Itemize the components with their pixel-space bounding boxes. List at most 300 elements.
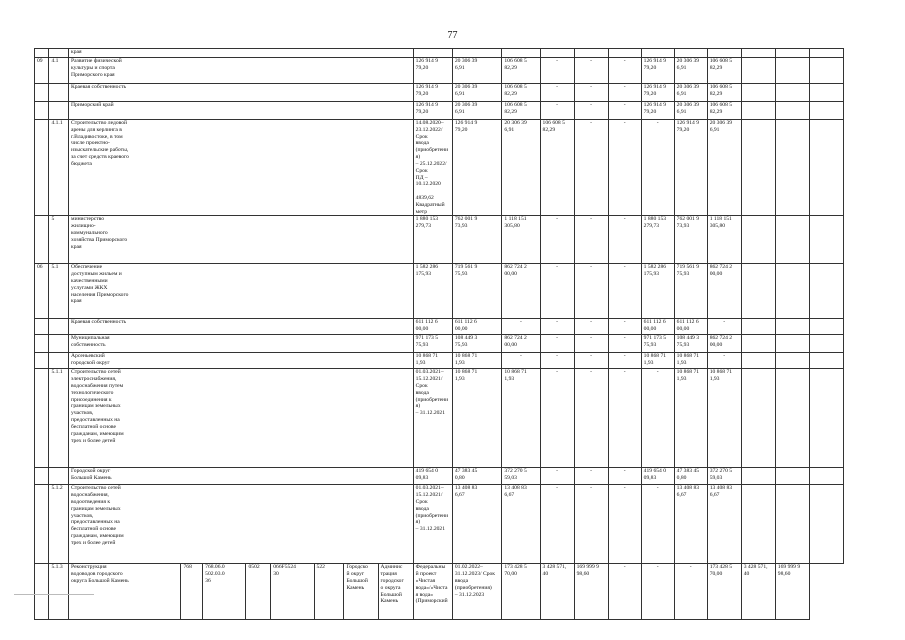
- page-number: 77: [447, 30, 458, 41]
- table-cell: [674, 468, 707, 485]
- table-row: [35, 319, 844, 335]
- table-cell: [540, 335, 574, 353]
- table-cell: [707, 120, 741, 216]
- table-cell: [49, 564, 69, 620]
- cell-text: -: [590, 216, 593, 223]
- table-cell: [574, 369, 608, 468]
- table-cell: [608, 319, 641, 335]
- cell-text: -: [590, 353, 593, 360]
- cell-text: -: [689, 564, 692, 571]
- cell-text: -: [623, 485, 626, 492]
- cell-text: 10 868 71 1,93: [676, 353, 700, 367]
- table-cell: [707, 369, 741, 468]
- table-cell: [707, 319, 741, 335]
- cell-text: -: [623, 84, 626, 90]
- table-row: [35, 102, 844, 120]
- table-row: [35, 468, 844, 485]
- table-cell: [246, 564, 271, 620]
- table-cell: [181, 564, 203, 620]
- cell-text: 862 724 2 00,00: [504, 264, 527, 278]
- cell-text: 3 428 571, 40: [743, 564, 768, 578]
- table-cell: [540, 319, 574, 335]
- cell-text: 10 868 71 1,93: [676, 369, 700, 383]
- cell-text: 419 654 0 09,83: [643, 468, 667, 482]
- table-cell: [741, 319, 775, 335]
- table-cell: [574, 353, 608, 369]
- cell-text: Развитие физической культуры и спорта Приморского края: [71, 58, 122, 78]
- cell-text: края: [71, 49, 82, 55]
- table-cell: [69, 468, 414, 485]
- table-cell: [502, 49, 540, 58]
- cell-text: 762 001 9 73,93: [676, 216, 700, 230]
- table-cell: [674, 264, 707, 319]
- table-cell: [608, 120, 641, 216]
- cell-text: 108 449 3 75,93: [676, 335, 700, 349]
- cell-text: 01.03.2021– 15.12.2021/ Срок ввода (приобретения) – 31.12.2021: [415, 485, 449, 533]
- table-cell: [574, 485, 608, 564]
- cell-text: 611 112 6 00,00: [643, 319, 666, 333]
- cell-text: 20 306 39 6,91: [676, 58, 700, 71]
- cell-text: 173 428 5 70,00: [504, 564, 527, 578]
- cell-text: 01.03.2021– 15.12.2021/ Срок ввода (приобретения) – 31.12.2021: [415, 369, 449, 417]
- table-cell: [49, 335, 69, 353]
- table-cell: [775, 335, 809, 353]
- table-cell: [707, 485, 741, 564]
- table-cell: [35, 58, 49, 84]
- cell-text: 126 914 9 79,20: [643, 84, 667, 97]
- cell-text: 13 408 83 6,67: [504, 485, 527, 499]
- table-cell: [35, 319, 49, 335]
- table-cell: [49, 102, 69, 120]
- table-cell: [574, 216, 608, 264]
- table-cell: [775, 58, 809, 84]
- table-cell: [540, 468, 574, 485]
- table-cell: [809, 468, 843, 485]
- table-cell: [674, 102, 707, 120]
- table-cell: [502, 369, 540, 468]
- table-cell: [452, 49, 502, 58]
- table-cell: [49, 353, 69, 369]
- table-cell: [413, 353, 452, 369]
- table-cell: [608, 485, 641, 564]
- table-cell: [674, 564, 707, 620]
- cell-text: 126 914 9 79,20: [415, 58, 439, 71]
- cell-text: -: [623, 264, 626, 271]
- table-cell: [741, 369, 775, 468]
- table-cell: [502, 353, 540, 369]
- cell-text: -: [590, 102, 593, 108]
- table-cell: [809, 353, 843, 369]
- table-row: [35, 120, 844, 216]
- cell-text: 419 654 0 09,83: [415, 468, 439, 482]
- cell-text: -: [723, 319, 726, 326]
- cell-text: 01.02.2022– 31.12.2023/ Срок ввода (приобретения) – 31.12.2023: [454, 564, 496, 598]
- table-cell: [452, 84, 502, 102]
- table-cell: [608, 49, 641, 58]
- cell-text: Федеральны й проект «Чистая вода»/«Чиста я вода» (Приморский: [415, 564, 448, 605]
- cell-text: 862 724 2 00,00: [709, 264, 733, 278]
- table-cell: [741, 216, 775, 264]
- cell-text: 20 306 39 6,91: [454, 102, 478, 115]
- table-row: [35, 353, 844, 369]
- cell-text: 10 868 71 1,93: [709, 369, 733, 383]
- table-cell: [574, 49, 608, 58]
- cell-text: 971 173 5 75,93: [643, 335, 667, 349]
- table-cell: [413, 468, 452, 485]
- table-cell: [809, 49, 843, 58]
- cell-text: 20 306 39 6,91: [504, 120, 527, 133]
- table-cell: [69, 264, 414, 319]
- cell-text: 108 449 3 75,93: [454, 335, 478, 349]
- table-cell: [413, 102, 452, 120]
- table-cell: [49, 84, 69, 102]
- table-cell: [608, 564, 641, 620]
- cell-text: 4.1.1: [51, 120, 63, 126]
- table-cell: [452, 319, 502, 335]
- table-row: [35, 335, 844, 353]
- table-cell: [502, 84, 540, 102]
- footer-rule: [14, 594, 94, 595]
- cell-text: 106 608 5 82,29: [709, 84, 733, 97]
- table-cell: [574, 120, 608, 216]
- table-cell: [707, 353, 741, 369]
- table-cell: [707, 564, 741, 620]
- table-cell: [674, 216, 707, 264]
- table-cell: [574, 319, 608, 335]
- cell-text: 5.1.2: [51, 485, 63, 492]
- table-cell: [502, 102, 540, 120]
- cell-text: 1 118 151 305,80: [504, 216, 527, 230]
- table-cell: [502, 120, 540, 216]
- table-cell: [641, 319, 674, 335]
- table-cell: [674, 485, 707, 564]
- table-cell: [608, 468, 641, 485]
- cell-text: -: [520, 319, 522, 326]
- cell-text: 611 112 6 00,00: [454, 319, 477, 333]
- table-cell: [674, 58, 707, 84]
- cell-text: 106 608 5 82,29: [542, 120, 565, 133]
- table-cell: [540, 564, 574, 620]
- cell-text: -: [590, 264, 593, 271]
- cell-text: Строительство сетей водоснабжения, водоотведения к границам земельных участков, предоставленных на бесплатной основе гражданам, имеющим трех и более детей: [71, 485, 124, 546]
- table-cell: [809, 58, 843, 84]
- table-cell: [641, 485, 674, 564]
- cell-text: 10 868 71 1,93: [415, 353, 439, 367]
- table-cell: [413, 216, 452, 264]
- table-cell: [608, 335, 641, 353]
- table-cell: [452, 468, 502, 485]
- cell-text: 862 724 2 00,00: [504, 335, 527, 349]
- cell-text: -: [623, 468, 626, 475]
- table-cell: [502, 335, 540, 353]
- table-cell: [540, 353, 574, 369]
- cell-text: Строительство сетей электроснабжения, водоснабжения путем технологического присоединения к границам земельных участков, предоставленных на бесплатной основе гражданам, имеющим трех и более детей: [71, 369, 124, 444]
- table-cell: [741, 564, 775, 620]
- cell-text: 768.06.0 502.03.0 36: [205, 564, 225, 584]
- table-cell: [641, 58, 674, 84]
- cell-text: 1 880 153 279,73: [643, 216, 667, 230]
- cell-text: -: [556, 216, 558, 223]
- cell-text: -: [723, 353, 726, 360]
- cell-text: -: [590, 369, 593, 376]
- cell-text: -: [590, 58, 593, 64]
- cell-text: Арсеньевский городской округ: [71, 353, 110, 367]
- cell-text: 522: [316, 564, 325, 571]
- cell-text: 20 306 39 6,91: [676, 84, 700, 97]
- cell-text: 5: [51, 216, 55, 223]
- table-cell: [674, 335, 707, 353]
- cell-text: 0502: [248, 564, 260, 571]
- cell-text: -: [556, 485, 558, 492]
- table-cell: [608, 264, 641, 319]
- cell-text: 10 868 71 1,93: [454, 369, 478, 383]
- cell-text: Приморский край: [71, 102, 114, 108]
- table-cell: [502, 468, 540, 485]
- table-cell: [49, 120, 69, 216]
- table-cell: [775, 102, 809, 120]
- cell-text: -: [590, 485, 593, 492]
- cell-text: -: [556, 369, 558, 376]
- cell-text: -: [520, 353, 522, 360]
- table-cell: [69, 564, 181, 620]
- table-cell: [452, 264, 502, 319]
- table-cell: [540, 216, 574, 264]
- table-cell: [69, 353, 414, 369]
- table-cell: [540, 84, 574, 102]
- table-cell: [641, 102, 674, 120]
- cell-text: -: [623, 564, 626, 571]
- cell-text: Обеспечение доступным жильем и качественными услугами ЖКХ населения Приморского края: [71, 264, 129, 305]
- table-cell: [775, 468, 809, 485]
- table-cell: [741, 84, 775, 102]
- table-cell: [741, 335, 775, 353]
- table-cell: [641, 120, 674, 216]
- cell-text: 4.1: [51, 58, 59, 64]
- cell-text: -: [590, 84, 593, 90]
- table-cell: [608, 58, 641, 84]
- table-cell: [35, 264, 49, 319]
- table-cell: [741, 58, 775, 84]
- cell-text: -: [556, 335, 558, 342]
- cell-text: 126 914 9 79,20: [415, 84, 439, 97]
- cell-text: 13 408 83 6,67: [709, 485, 733, 499]
- table-cell: [344, 564, 378, 620]
- table-cell: [413, 58, 452, 84]
- table-cell: [452, 485, 502, 564]
- cell-text: -: [656, 369, 659, 376]
- table-cell: [69, 369, 414, 468]
- table-cell: [35, 468, 49, 485]
- cell-text: 1 582 286 175,93: [415, 264, 439, 278]
- cell-text: -: [623, 58, 626, 64]
- table-cell: [69, 49, 414, 58]
- table-cell: [674, 353, 707, 369]
- table-cell: [314, 564, 344, 620]
- cell-text: -: [623, 369, 626, 376]
- cell-text: 47 383 45 0,80: [676, 468, 700, 482]
- table-cell: [413, 564, 452, 620]
- cell-text: -: [590, 335, 593, 342]
- cell-text: Краевая собственность: [71, 84, 127, 90]
- cell-text: Строительство ледовой арены для керлинга в г.Владивостоке, в том числе проектно- изыскательские работы, за счет средств краевого бюджета: [71, 120, 129, 167]
- table-cell: [49, 49, 69, 58]
- cell-text: -: [556, 102, 558, 108]
- table-cell: [203, 564, 246, 620]
- table-cell: [641, 369, 674, 468]
- cell-text: -: [623, 120, 626, 126]
- table-cell: [641, 353, 674, 369]
- table-cell: [775, 319, 809, 335]
- table-cell: [674, 120, 707, 216]
- table-cell: [641, 49, 674, 58]
- cell-text: Админис трация городског о округа Большой Камень: [380, 564, 404, 605]
- table-cell: [413, 84, 452, 102]
- table-cell: [502, 58, 540, 84]
- cell-text: -: [556, 468, 558, 475]
- cell-text: 611 112 6 00,00: [676, 319, 699, 333]
- cell-text: -: [656, 564, 659, 571]
- table-cell: [574, 335, 608, 353]
- cell-text: 862 724 2 00,00: [709, 335, 733, 349]
- table-row: [35, 58, 844, 84]
- cell-text: 106 608 5 82,29: [504, 58, 527, 71]
- table-cell: [452, 102, 502, 120]
- table-cell: [35, 49, 49, 58]
- cell-text: -: [590, 468, 593, 475]
- table-cell: [775, 216, 809, 264]
- table-cell: [809, 319, 843, 335]
- cell-text: -: [623, 353, 626, 360]
- table-cell: [35, 216, 49, 264]
- cell-text: 169 999 9 98,60: [777, 564, 801, 578]
- cell-text: 372 270 5 59,03: [709, 468, 733, 482]
- table-cell: [35, 335, 49, 353]
- table-cell: [69, 485, 414, 564]
- table-cell: [69, 102, 414, 120]
- table-cell: [69, 120, 414, 216]
- table-cell: [502, 264, 540, 319]
- table-cell: [49, 468, 69, 485]
- table-cell: [641, 335, 674, 353]
- cell-text: 13 408 83 6,67: [454, 485, 478, 499]
- table-cell: [608, 102, 641, 120]
- table-cell: [69, 335, 414, 353]
- cell-text: -: [556, 58, 558, 64]
- table-cell: [452, 216, 502, 264]
- table-cell: [540, 369, 574, 468]
- table-cell: [775, 485, 809, 564]
- cell-text: 106 608 5 82,29: [709, 58, 733, 71]
- cell-text: -: [590, 120, 593, 126]
- table-cell: [49, 369, 69, 468]
- table-cell: [574, 264, 608, 319]
- table-cell: [775, 369, 809, 468]
- table-cell: [35, 102, 49, 120]
- table-cell: [608, 353, 641, 369]
- table-cell: [69, 319, 414, 335]
- cell-text: 169 999 9 98,60: [576, 564, 599, 578]
- table-cell: [35, 485, 49, 564]
- cell-text: -: [556, 84, 558, 90]
- cell-text: Городско й округ Большой Камень: [346, 564, 368, 591]
- table-cell: [413, 120, 452, 216]
- table-cell: [271, 564, 314, 620]
- table-row: [35, 264, 844, 319]
- table-cell: [741, 468, 775, 485]
- cell-text: -: [656, 485, 659, 492]
- table-cell: [540, 264, 574, 319]
- table-cell: [35, 120, 49, 216]
- table-cell: [707, 216, 741, 264]
- table-cell: [49, 264, 69, 319]
- cell-text: -: [556, 353, 558, 360]
- table-cell: [608, 216, 641, 264]
- cell-text: 126 914 9 79,20: [415, 102, 439, 115]
- table-cell: [452, 353, 502, 369]
- table-cell: [809, 335, 843, 353]
- cell-text: -: [556, 264, 558, 271]
- cell-text: 10 868 71 1,93: [643, 353, 667, 367]
- cell-text: 20 306 39 6,91: [709, 120, 733, 133]
- table-cell: [378, 564, 413, 620]
- table-cell: [35, 369, 49, 468]
- cell-text: 126 914 9 79,20: [454, 120, 478, 133]
- table-cell: [413, 49, 452, 58]
- table-cell: [641, 468, 674, 485]
- budget-table: [34, 48, 844, 620]
- cell-text: 10 868 71 1,93: [454, 353, 478, 367]
- table-cell: [35, 564, 49, 620]
- cell-text: 47 383 45 0,80: [454, 468, 478, 482]
- table-cell: [707, 468, 741, 485]
- table-cell: [502, 564, 540, 620]
- table-cell: [775, 264, 809, 319]
- table-cell: [707, 264, 741, 319]
- table-cell: [809, 485, 843, 564]
- table-cell: [540, 49, 574, 58]
- table-cell: [809, 102, 843, 120]
- cell-text: 719 561 9 75,93: [454, 264, 478, 278]
- table-cell: [452, 58, 502, 84]
- cell-text: 1 880 153 279,73: [415, 216, 439, 230]
- table-cell: [741, 485, 775, 564]
- table-cell: [574, 468, 608, 485]
- cell-text: 14.08.2020– 23.12.2022/ Срок ввода (приобретения) – 25.12.2022/ Срок ПД – 10.12.2020 4839,62 Квадратный метр: [415, 120, 449, 215]
- table-cell: [35, 84, 49, 102]
- table-cell: [775, 120, 809, 216]
- cell-text: 06: [37, 264, 43, 271]
- table-cell: [741, 120, 775, 216]
- cell-text: 1 582 286 175,93: [643, 264, 667, 278]
- table-cell: [741, 102, 775, 120]
- table-cell: [452, 369, 502, 468]
- table-cell: [574, 58, 608, 84]
- table-cell: [574, 564, 608, 620]
- cell-text: -: [623, 216, 626, 223]
- table-cell: [707, 58, 741, 84]
- table-cell: [674, 49, 707, 58]
- cell-text: Реконструкция водоводов городского округа Большой Камень: [71, 564, 129, 584]
- cell-text: 066F5524 30: [273, 564, 296, 578]
- cell-text: 372 270 5 59,03: [504, 468, 527, 482]
- table-cell: [741, 353, 775, 369]
- cell-text: 13 408 83 6,67: [676, 485, 700, 499]
- cell-text: 1 118 151 305,80: [709, 216, 732, 230]
- table-cell: [69, 216, 414, 264]
- cell-text: -: [556, 319, 558, 326]
- cell-text: 20 306 39 6,91: [454, 58, 478, 71]
- cell-text: 611 112 6 00,00: [415, 319, 438, 333]
